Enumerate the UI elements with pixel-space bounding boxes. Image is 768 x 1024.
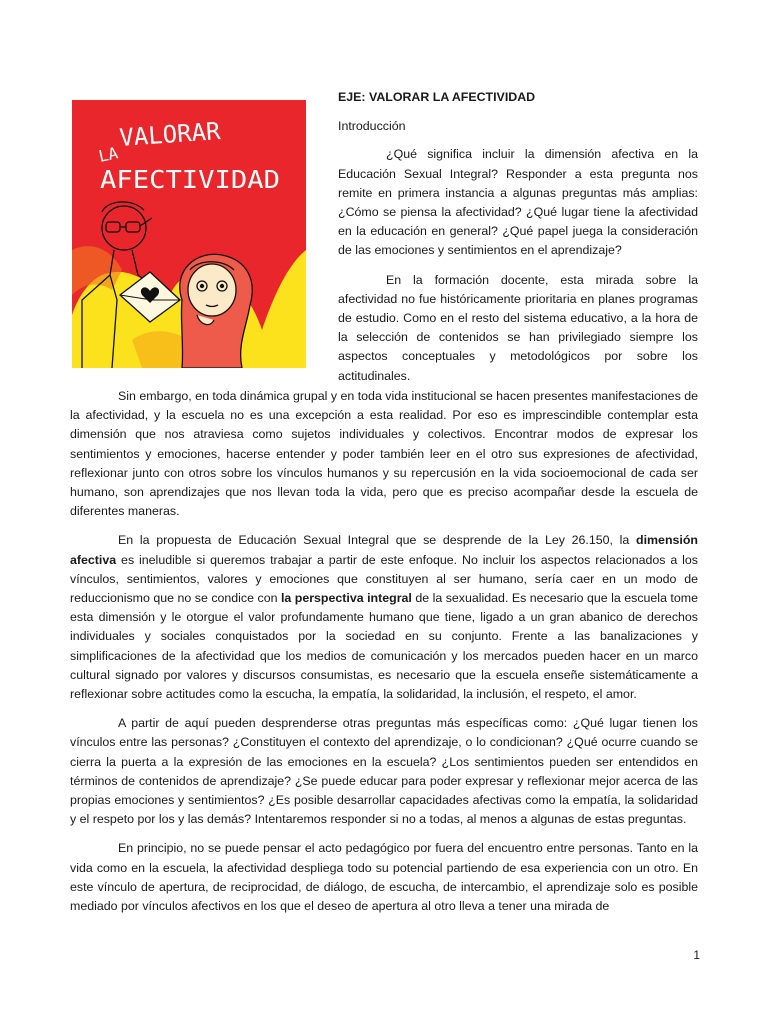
- intro-column: [338, 88, 698, 396]
- bold-dimension-afectiva: dimensión afectiva: [70, 533, 698, 567]
- paragraph-6: En principio, no se puede pensar el acto pedagógico por fuera del encuentro entre personas. Tanto en la vida como en la escuela, la afectividad despliega todo su potencial partiendo de esa experiencia con un otro. En este vínculo de apertura, de reciprocidad, de diálogo, de escucha, de intercambio, el aprendizaje solo es posible mediado por vínculos afectivos en los que el deseo de apertura al otro lleva a tener una mirada de: [70, 841, 698, 914]
- paragraph-1: ¿Qué significa incluir la dimensión afectiva en la Educación Sexual Integral? Responder a esta pregunta nos remite en primera instancia a algunas preguntas más amplias: ¿Cómo se piensa la afectividad? ¿Qué lugar tiene la afectividad en la educación en general? ¿Qué papel juega la consideración de las emociones y sentimientos en el aprendizaje?: [338, 147, 698, 258]
- cover-illustration: [72, 100, 306, 368]
- cover-girl-figure: [180, 254, 252, 368]
- paragraph-4-text-c: de la sexualidad. Es necesario que la escuela tome esta dimensión y le otorgue el valor profundamente humano que tiene, ligado a un gran abanico de derechos individuales y sociales conquistados por la sociedad en su conjunto. Frente a las banalizaciones y simplificaciones de la afectividad que los medios de comunicación y los mercados pueden hacer en un marco cultural signado por valores y discursos consumistas, es necesario que la escuela enseñe sistemáticamente a reflexionar sobre actitudes como la escucha, la empatía, la solidaridad, la inclusión, el respeto, el amor.: [70, 591, 698, 702]
- cover-title-article: LA: [96, 143, 120, 166]
- page-number: 1: [693, 948, 700, 962]
- paragraph-5: A partir de aquí pueden desprenderse otras preguntas más específicas como: ¿Qué lugar tienen los vínculos entre las personas? ¿Constituyen el contexto del aprendizaje, o lo condicionan? ¿Qué ocurre cuando se cierra la puerta a la expresión de las emociones en la escuela? ¿Los sentimientos pueden ser entendidos en términos de contenidos de aprendizaje? ¿Se puede educar para poder expresar y reflexionar mejor acerca de las propias emociones y sentimientos? ¿Es posible desarrollar capacidades afectivas como la empatía, la solidaridad y el respeto por los y las demás? Intentaremos responder si no a todas, al menos a algunas de estas preguntas.: [70, 716, 698, 827]
- bold-perspectiva-integral: la perspectiva integral: [280, 591, 412, 606]
- paragraph-4: [70, 531, 698, 704]
- paragraph-4-text-b: es ineludible si queremos trabajar a partir de este enfoque. No incluir los aspectos relacionados a los vínculos, sentimientos, valores y emociones que constituyen al ser humano, sería caer en un modo de reduccionismo que no se condice con: [70, 552, 698, 606]
- cover-title-line2: AFECTIVIDAD: [100, 165, 280, 194]
- paragraph-4-text-a: En la propuesta de Educación Sexual Integral que se desprende de la Ley 26.150, la: [118, 533, 637, 548]
- section-heading: EJE: VALORAR LA AFECTIVIDAD: [338, 90, 536, 104]
- body-column: [70, 387, 698, 926]
- paragraph-3: Sin embargo, en toda dinámica grupal y en toda vida institucional se hacen presentes manifestaciones de la afectividad, y la escuela no es una excepción a esta realidad. Por eso es imprescindible contemplar esta dimensión que nos atraviesa como sujetos individuales y colectivos. Encontrar modos de expresar los sentimientos y emociones, hacerse entender y poder también leer en el otro sus expresiones de afectividad, reflexionar junto con otros sobre los vínculos humanos y su repercusión en la vida socioemocional de cada ser humano, son aprendizajes que nos llevan toda la vida, pero que es preciso acompañar desde la escuela de diferentes maneras.: [70, 389, 698, 519]
- paragraph-2: En la formación docente, esta mirada sobre la afectividad no fue históricamente prioritaria en planes programas de estudio. Como en el resto del sistema educativo, a la hora de la selección de contenidos se han privilegiado siempre los aspectos conceptuales y metodológicos por sobre los actitudinales.: [338, 272, 698, 383]
- cover-art: [72, 100, 306, 368]
- section-subheading: Introducción: [338, 119, 406, 134]
- cover-title-line1: VALORAR: [118, 116, 222, 152]
